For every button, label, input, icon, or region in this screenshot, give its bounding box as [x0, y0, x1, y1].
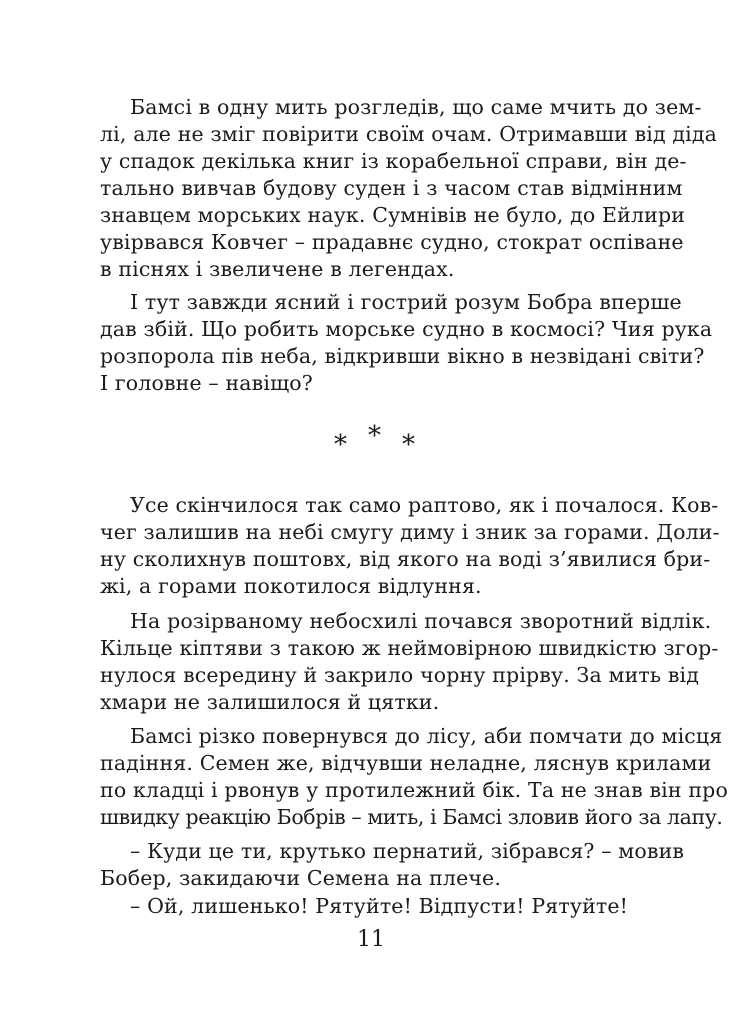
text-line: хмари не залишилося й цятки. [100, 690, 440, 714]
text-line: – Ой, лишенько! Рятуйте! Відпусти! Рятуйте! [130, 894, 629, 918]
text-line: лі, але не зміг повірити своїм очам. Отримавши від діда [100, 122, 718, 146]
text-line: тально вивчав будову суден і з часом став відмінним [100, 176, 683, 200]
text-line: На розірваному небосхилі почався зворотний відлік. [130, 609, 712, 633]
text-line: знавцем морських наук. Сумнівів не було, до Ейлири [100, 203, 686, 227]
text-line: Бамсі різко повернувся до лісу, аби помчати до місця [130, 724, 723, 748]
text-line: Бобер, закидаючи Семена на плече. [100, 866, 502, 890]
text-line: чег залишив на небі смугу диму і зник за горами. Доли- [100, 520, 720, 544]
text-line: жі, а горами покотилося відлуння. [100, 574, 482, 598]
text-line: Усе скінчилося так само раптово, як і почалося. Ков- [130, 493, 719, 517]
text-line: нулося всередину й закрило чорну прірву. За мить від [100, 663, 700, 687]
text-line: ну сколихнув поштовх, від якого на воді з’явилися бри- [100, 547, 711, 571]
separator-asterisk: * [334, 430, 347, 460]
text-line: – Куди це ти, крутько пернатий, зібрався? – мовив [130, 839, 685, 863]
text-line: швидку реакцію Бобрів – мить, і Бамсі зловив його за лапу. [100, 805, 723, 829]
text-line: І тут завжди ясний і гострий розум Бобра вперше [130, 290, 682, 314]
text-line: увірвався Ковчег – прадавнє судно, стократ оспіване [100, 230, 684, 254]
text-line: І головне – навіщо? [100, 371, 313, 395]
text-line: дав збій. Що робить морське судно в космосі? Чия рука [100, 317, 713, 341]
separator-asterisk: * [402, 430, 415, 460]
text-line: в піснях і звеличене в легендах. [100, 257, 455, 281]
text-line: по кладці і рвонув у протилежний бік. Та не знав він про [100, 778, 728, 802]
text-line: падіння. Семен же, відчувши неладне, ляснув крилами [100, 751, 712, 775]
page-number: 11 [357, 927, 385, 952]
text-line: Кільце кіптяви з такою ж неймовірною швидкістю згор- [100, 636, 719, 660]
text-line: Бамсі в одну мить розгледів, що саме мчить до зем- [130, 95, 702, 119]
text-line: розпорола пів неба, відкривши вікно в незвідані світи? [100, 344, 705, 368]
text-line: у спадок декілька книг із корабельної справи, він де- [100, 149, 687, 173]
separator-asterisk: * [368, 421, 381, 451]
